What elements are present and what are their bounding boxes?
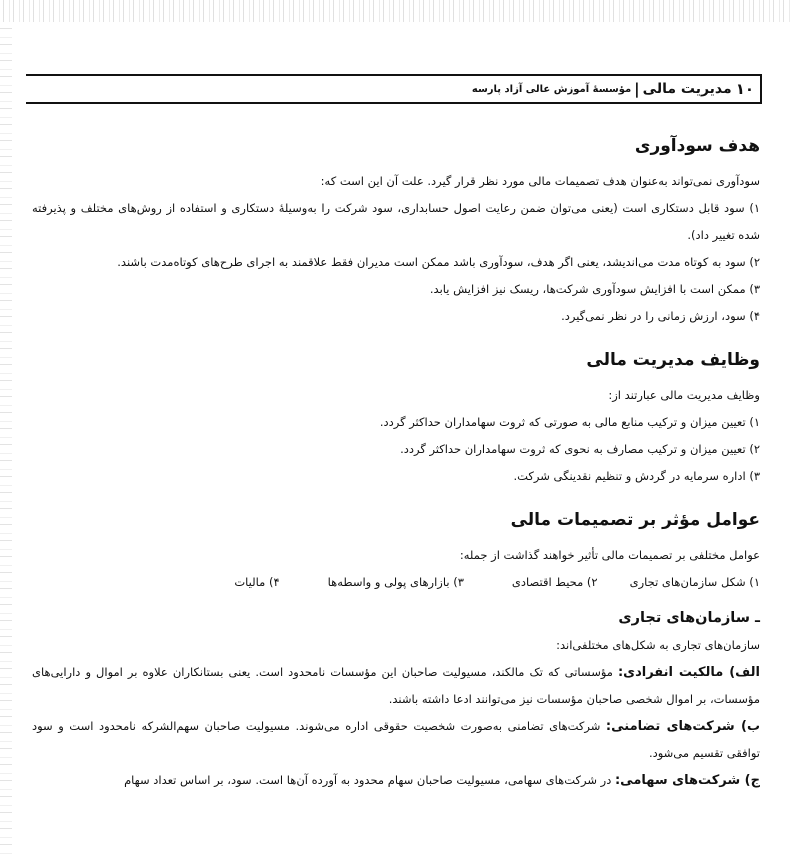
book-title: مدیریت مالی bbox=[642, 81, 732, 97]
institution-name: مؤسسهٔ آموزش عالی آزاد پارسه bbox=[471, 83, 632, 95]
factor-item: ۲) محیط اقتصادی bbox=[511, 575, 598, 589]
definition-text: در شرکت‌های سهامی، مسیولیت صاحبان سهام محدود به آورده آن‌ها است. سود، بر اساس تعداد سهام bbox=[124, 773, 615, 787]
section-heading-profitability: هدف سودآوری bbox=[634, 136, 760, 156]
factors-row bbox=[32, 569, 760, 596]
definition-paragraph bbox=[32, 767, 760, 794]
list-item: ۳) ممکن است با افزایش سودآوری شرکت‌ها، ریسک نیز افزایش یابد. bbox=[429, 282, 760, 296]
definition-term: ب) شرکت‌های تضامنی: bbox=[605, 719, 761, 734]
definition-text: شرکت‌های تضامنی به‌صورت شخصیت حقوقی اداره می‌شوند. مسیولیت صاحبان سهم‌الشرکه نامحدود است و سود توافقی تقسیم می‌شود. bbox=[32, 719, 760, 760]
scan-noise-left bbox=[0, 22, 12, 855]
list-item: ۲) سود به کوتاه مدت می‌اندیشد، یعنی اگر هدف، سودآوری باشد ممکن است مدیران فقط علاقمند به اجرای طرح‌های کوتاه‌مدت باشند. bbox=[117, 255, 760, 269]
section-intro: وظایف مدیریت مالی عبارتند از: bbox=[608, 388, 760, 402]
factor-item: ۳) بازارهای پولی و واسطه‌ها bbox=[327, 575, 464, 589]
list-item: ۴) سود، ارزش زمانی را در نظر نمی‌گیرد. bbox=[561, 309, 760, 323]
header-separator: | bbox=[634, 80, 640, 98]
section-heading-factors: عوامل مؤثر بر تصمیمات مالی bbox=[510, 510, 760, 530]
section-intro: عوامل مختلفی بر تصمیمات مالی تأثیر خواهند گذاشت از جمله: bbox=[459, 548, 760, 562]
definition-term: ج) شرکت‌های سهامی: bbox=[614, 773, 760, 788]
definition-term: الف) مالکیت انفرادی: bbox=[617, 665, 760, 680]
list-item: ۱) سود قابل دستکاری است (یعنی می‌توان ضمن رعایت اصول حسابداری، سود شرکت را به‌وسیلهٔ دستکاری و استفاده از روش‌های مختلف و پذیرفته شده تغییر داد). bbox=[32, 201, 760, 242]
list-item: ۳) اداره سرمایه در گردش و تنظیم نقدینگی شرکت. bbox=[513, 469, 760, 483]
subsection-heading: ـ سازمان‌های تجاری bbox=[618, 610, 760, 626]
list-item: ۲) تعیین میزان و ترکیب مصارف به نحوی که ثروت سهامداران حداکثر گردد. bbox=[400, 442, 760, 456]
factor-item: ۱) شکل سازمان‌های تجاری bbox=[629, 575, 760, 589]
factor-item: ۴) مالیات bbox=[234, 575, 280, 589]
page-number: ۱۰ bbox=[735, 80, 754, 98]
page-content bbox=[32, 128, 760, 794]
section-heading-duties: وظایف مدیریت مالی bbox=[586, 350, 760, 370]
definition-text: مؤسساتی که تک مالکند، مسیولیت صاحبان این مؤسسات نامحدود است. یعنی بستانکاران علاوه بر اموال و دارایی‌های مؤسسات، بر اموال شخصی صاحبان مؤسسات نیز می‌توانند ادعا داشته باشند. bbox=[32, 665, 760, 706]
section-intro: سودآوری نمی‌تواند به‌عنوان هدف تصمیمات مالی مورد نظر قرار گیرد. علت آن این است که: bbox=[320, 174, 760, 188]
definition-paragraph bbox=[32, 659, 760, 713]
page-header bbox=[26, 74, 762, 104]
subsection-intro: سازمان‌های تجاری به شکل‌های مختلفی‌اند: bbox=[556, 638, 760, 652]
definition-paragraph bbox=[32, 713, 760, 767]
document-page bbox=[24, 0, 766, 855]
list-item: ۱) تعیین میزان و ترکیب منابع مالی به صورتی که ثروت سهامداران حداکثر گردد. bbox=[379, 415, 760, 429]
